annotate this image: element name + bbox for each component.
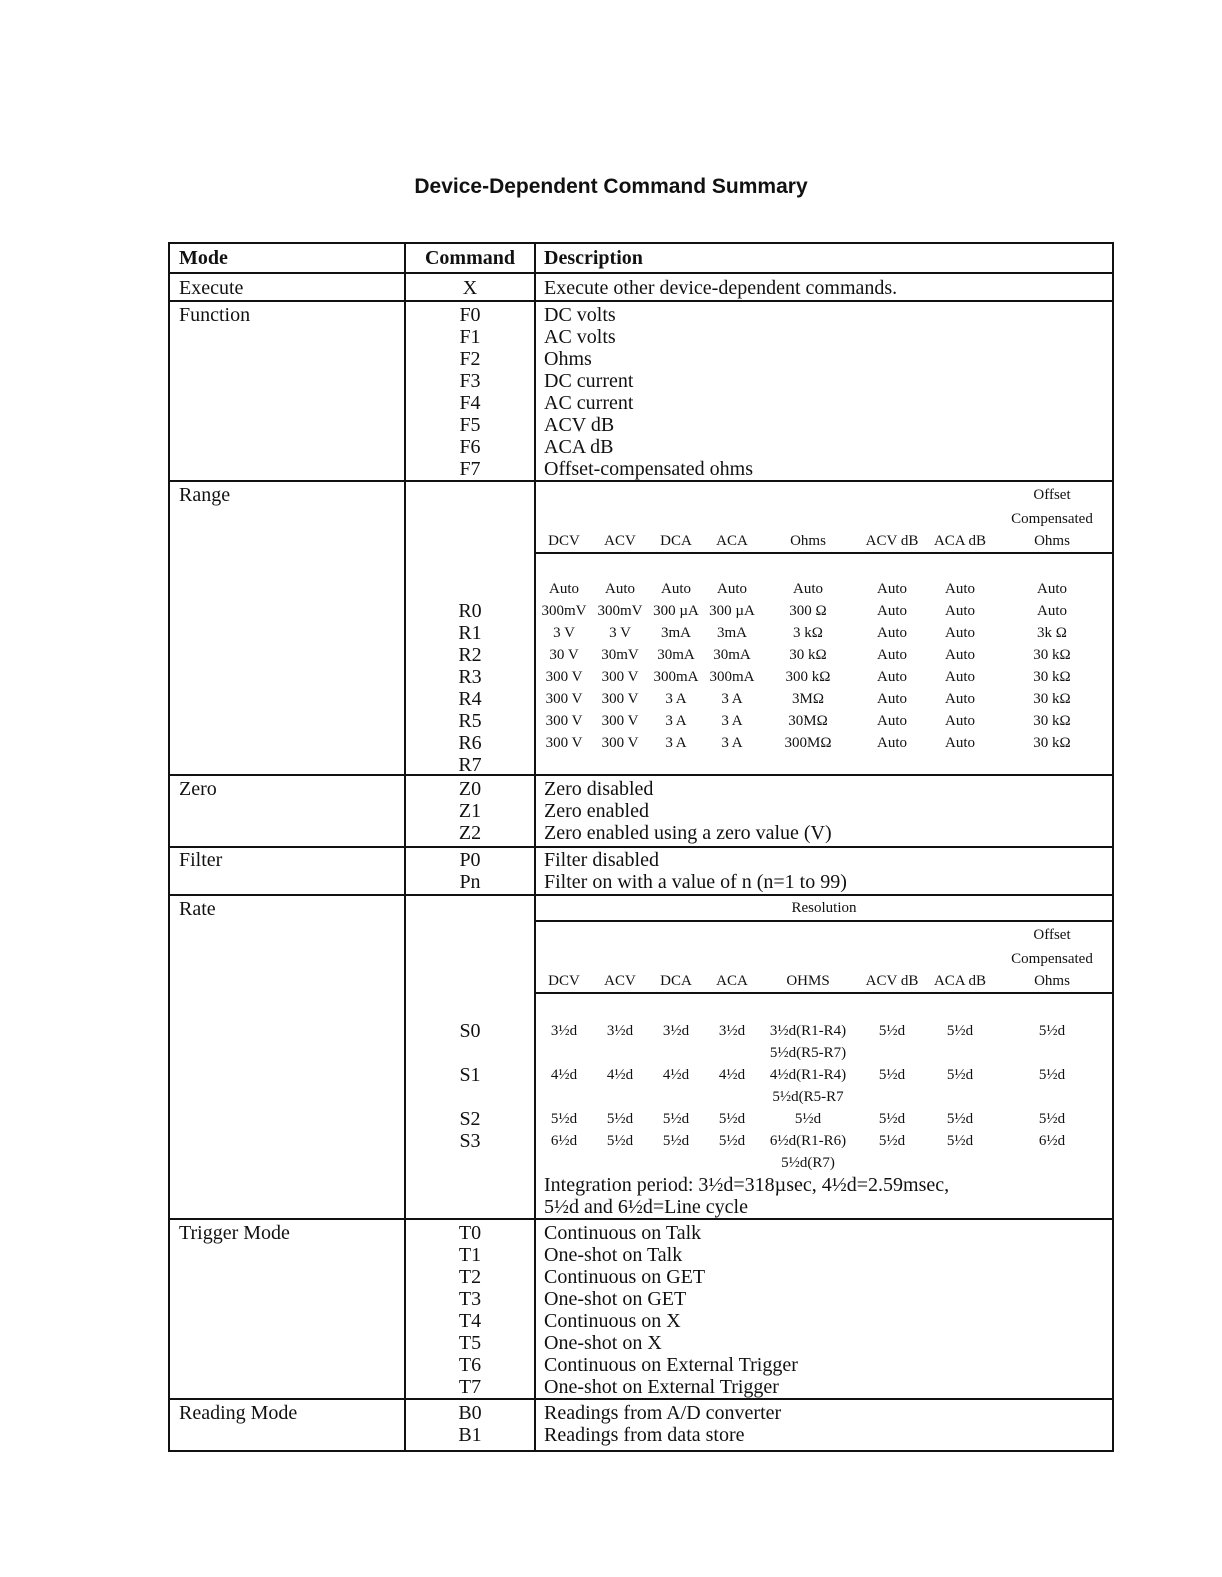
rate-subtable (536, 922, 1112, 1174)
range-row (170, 480, 1112, 774)
rate-offset-line: Offset (1033, 927, 1071, 943)
rate-cell: 3½d (662, 1023, 690, 1039)
rate-data-row (536, 1064, 1112, 1086)
trigger-cmd: T7 (458, 1376, 482, 1398)
rate-cell: 4½d (606, 1067, 634, 1083)
range-cell: Auto (661, 581, 691, 597)
rate-data-row (536, 1020, 1112, 1042)
range-cell: 300 µA (653, 603, 699, 619)
rate-cell: 4½d (718, 1067, 746, 1083)
range-cmd: R1 (458, 622, 482, 644)
range-cell: 30MΩ (788, 713, 828, 729)
range-cell: 300 V (545, 669, 583, 685)
reading-row (170, 1398, 1112, 1450)
range-cell: Auto (549, 581, 579, 597)
table-header-row (170, 244, 1112, 272)
range-cell: 3 V (553, 625, 575, 641)
function-commands (406, 302, 536, 480)
range-cell: 3 A (665, 691, 687, 707)
header-description: Description (544, 247, 643, 269)
range-cell: 300 kΩ (785, 669, 831, 685)
header-mode: Mode (170, 244, 406, 272)
trigger-cmd: T6 (458, 1354, 482, 1376)
range-cell: 30mA (657, 647, 695, 663)
range-cell: 3 A (721, 691, 743, 707)
rate-cell: 5½d (794, 1111, 822, 1127)
zero-mode (170, 776, 406, 846)
zero-desc: Zero disabled (544, 778, 654, 800)
zero-cmd: Z0 (458, 778, 482, 800)
range-cell: 30mA (713, 647, 751, 663)
rate-cell: 5½d (946, 1133, 974, 1149)
range-offset-line: Compensated (1011, 511, 1093, 527)
function-cmd: F0 (459, 304, 481, 326)
trigger-commands (406, 1220, 536, 1398)
rate-cell: 5½d (1038, 1023, 1066, 1039)
zero-cmd: Z2 (458, 822, 482, 844)
rate-cell: 5½d (550, 1111, 578, 1127)
range-cmd: R6 (458, 732, 482, 754)
trigger-cmd: T5 (458, 1332, 482, 1354)
trigger-cmd: T4 (458, 1310, 482, 1332)
execute-mode: Execute (170, 274, 406, 300)
range-cell: 3 A (665, 735, 687, 751)
header-command: Command (406, 244, 536, 272)
execute-command: X (406, 274, 536, 300)
trigger-descriptions (536, 1220, 1112, 1398)
integration-line: 5½d and 6½d=Line cycle (544, 1196, 748, 1218)
range-cell: Auto (877, 625, 907, 641)
rate-row (170, 894, 1112, 1218)
range-cmd: R3 (458, 666, 482, 688)
range-cmd: R7 (458, 754, 482, 776)
rate-cell: 5½d (662, 1133, 690, 1149)
filter-cmd: Pn (459, 871, 481, 893)
rate-col-header: DCV (548, 973, 580, 989)
zero-commands (406, 776, 536, 846)
function-mode (170, 302, 406, 480)
zero-mode-label: Zero (179, 778, 217, 800)
page-title: Device-Dependent Command Summary (414, 175, 808, 198)
range-subtable (536, 482, 1112, 754)
integration-line: Integration period: 3½d=318µsec, 4½d=2.59msec, (544, 1174, 950, 1196)
filter-commands (406, 848, 536, 894)
trigger-desc: One-shot on Talk (544, 1244, 683, 1266)
rate-cell: 5½d (946, 1067, 974, 1083)
range-data-row (536, 710, 1112, 732)
zero-desc: Zero enabled using a zero value (V) (544, 822, 832, 844)
trigger-desc: One-shot on External Trigger (544, 1376, 779, 1398)
reading-mode-label: Reading Mode (179, 1402, 298, 1424)
function-desc: Offset-compensated ohms (544, 458, 754, 480)
rate-cell: 5½d (718, 1111, 746, 1127)
trigger-row (170, 1218, 1112, 1398)
reading-cmd: B1 (458, 1424, 482, 1446)
rate-mode (170, 896, 406, 1218)
rate-cmd: S2 (459, 1108, 481, 1130)
function-cmd: F6 (459, 436, 481, 458)
range-col-header: Ohms (790, 533, 826, 549)
rate-cell: 4½d (662, 1067, 690, 1083)
range-cell: Auto (605, 581, 635, 597)
range-cell: 3 A (721, 713, 743, 729)
range-cell: 300 V (601, 713, 639, 729)
trigger-desc: One-shot on GET (544, 1288, 687, 1310)
rate-col-header: OHMS (786, 973, 830, 989)
range-cell: 3 A (721, 735, 743, 751)
filter-row (170, 846, 1112, 894)
range-cell: Auto (877, 735, 907, 751)
trigger-cmd: T3 (458, 1288, 482, 1310)
command-summary-table (168, 242, 1114, 1452)
range-cell: 3mA (661, 625, 691, 641)
trigger-mode (170, 1220, 406, 1398)
rate-cell: 5½d (606, 1133, 634, 1149)
range-cell: 3 kΩ (793, 625, 823, 641)
range-cell: 3 V (609, 625, 631, 641)
function-mode-label: Function (179, 304, 251, 326)
range-cell: Auto (945, 647, 975, 663)
function-desc: AC volts (544, 326, 616, 348)
range-cell: 30 V (549, 647, 579, 663)
rate-col-header: DCA (660, 973, 692, 989)
range-cell: 300mV (597, 603, 643, 619)
trigger-cmd: T2 (458, 1266, 482, 1288)
reading-desc: Readings from data store (544, 1424, 745, 1446)
filter-descriptions (536, 848, 1112, 894)
range-cell: Auto (877, 691, 907, 707)
range-cell: 300 V (601, 669, 639, 685)
range-col-header: DCA (660, 533, 692, 549)
range-cell: Auto (945, 669, 975, 685)
function-cmd: F4 (459, 392, 481, 414)
zero-desc: Zero enabled (544, 800, 649, 822)
function-desc: AC current (544, 392, 634, 414)
range-col-header: ACA (716, 533, 748, 549)
reading-commands (406, 1400, 536, 1450)
zero-row (170, 774, 1112, 846)
trigger-cmd: T1 (458, 1244, 482, 1266)
range-data-row (536, 666, 1112, 688)
rate-cell: 5½d (606, 1111, 634, 1127)
rate-cell: 5½d (662, 1111, 690, 1127)
range-cmd: R0 (458, 600, 482, 622)
range-data-row (536, 644, 1112, 666)
function-desc: ACA dB (544, 436, 614, 458)
filter-desc: Filter disabled (544, 849, 659, 871)
range-cell: 300 V (601, 691, 639, 707)
range-cell: Auto (1037, 581, 1067, 597)
range-cell: 30 kΩ (1033, 647, 1071, 663)
rate-cell-extra: 5½d(R7) (781, 1155, 835, 1171)
range-col-header: ACV (604, 533, 636, 549)
rate-cell: 5½d (878, 1023, 906, 1039)
range-cell: Auto (877, 713, 907, 729)
rate-resolution-label: Resolution (536, 896, 1112, 922)
function-cmd: F1 (459, 326, 481, 348)
trigger-cmd: T0 (458, 1222, 482, 1244)
function-cmd: F7 (459, 458, 481, 480)
zero-descriptions (536, 776, 1112, 846)
execute-description: Execute other device-dependent commands. (544, 277, 898, 299)
rate-cell: 4½d (550, 1067, 578, 1083)
function-cmd: F3 (459, 370, 481, 392)
rate-col-header: ACA (716, 973, 748, 989)
rate-cell: 5½d (878, 1111, 906, 1127)
rate-cell: 5½d (946, 1111, 974, 1127)
zero-cmd: Z1 (458, 800, 482, 822)
range-cell: Auto (945, 625, 975, 641)
integration-note (536, 1174, 1112, 1218)
rate-cell: 3½d (718, 1023, 746, 1039)
filter-mode-label: Filter (179, 849, 223, 871)
reading-cmd: B0 (458, 1402, 482, 1424)
rate-mode-label: Rate (179, 898, 216, 920)
function-descriptions (536, 302, 1112, 480)
rate-cell: 5½d (1038, 1111, 1066, 1127)
rate-cmd: S1 (459, 1064, 481, 1086)
range-cmd: R4 (458, 688, 482, 710)
range-cell: 3 A (665, 713, 687, 729)
range-col-header: ACA dB (933, 533, 987, 549)
rate-cell: 6½d (1038, 1133, 1066, 1149)
range-mode-label: Range (179, 484, 231, 506)
range-cell: 300 µA (709, 603, 755, 619)
rate-col-header: ACV dB (865, 973, 919, 989)
range-data-row (536, 578, 1112, 600)
trigger-desc: One-shot on X (544, 1332, 662, 1354)
range-cell: Auto (945, 691, 975, 707)
rate-col-header: ACV (604, 973, 636, 989)
function-desc: Ohms (544, 348, 592, 370)
range-cell: 300MΩ (784, 735, 832, 751)
range-cell: 300 V (545, 691, 583, 707)
function-row (170, 300, 1112, 480)
range-col-header: DCV (548, 533, 580, 549)
function-desc: DC current (544, 370, 634, 392)
range-table-cell (536, 482, 1112, 774)
range-cell: 300 V (601, 735, 639, 751)
range-cell: Auto (945, 735, 975, 751)
range-cell: Auto (877, 581, 907, 597)
range-cell: Auto (717, 581, 747, 597)
range-cell: 300mA (709, 669, 755, 685)
rate-offset-line: Compensated (1011, 951, 1093, 967)
range-cmd: R2 (458, 644, 482, 666)
range-data-row (536, 622, 1112, 644)
rate-commands (406, 896, 536, 1218)
range-cell: Auto (945, 581, 975, 597)
trigger-desc: Continuous on Talk (544, 1222, 702, 1244)
rate-cell: 3½d (606, 1023, 634, 1039)
trigger-desc: Continuous on X (544, 1310, 681, 1332)
function-cmd: F2 (459, 348, 481, 370)
filter-cmd: P0 (459, 849, 481, 871)
rate-cell: 5½d (718, 1133, 746, 1149)
rate-cell: 4½d(R1-R4) (769, 1067, 847, 1083)
range-cell: Auto (877, 647, 907, 663)
range-data-row (536, 600, 1112, 622)
rate-cell: 6½d (550, 1133, 578, 1149)
range-commands (406, 482, 536, 774)
rate-cmd: S3 (459, 1130, 481, 1152)
filter-mode (170, 848, 406, 894)
function-cmd: F5 (459, 414, 481, 436)
filter-desc: Filter on with a value of n (n=1 to 99) (544, 871, 847, 893)
rate-cell: 3½d (550, 1023, 578, 1039)
range-cell: 300 V (545, 735, 583, 751)
range-cell: 30 kΩ (1033, 713, 1071, 729)
range-cell: 30mV (601, 647, 639, 663)
rate-cell: 5½d (1038, 1067, 1066, 1083)
range-cell: 3k Ω (1037, 625, 1067, 641)
range-cell: 300 Ω (789, 603, 827, 619)
function-desc: ACV dB (544, 414, 615, 436)
rate-cell-extra: 5½d(R5-R7 (772, 1089, 844, 1105)
rate-cell: 5½d (878, 1133, 906, 1149)
rate-table-cell (536, 896, 1112, 1218)
range-cell: 300 V (545, 713, 583, 729)
range-col-header: Ohms (1034, 533, 1070, 549)
range-cell: 30 kΩ (1033, 691, 1071, 707)
trigger-desc: Continuous on External Trigger (544, 1354, 798, 1376)
rate-cell: 5½d (946, 1023, 974, 1039)
rate-col-header: ACA dB (933, 973, 987, 989)
range-cell: Auto (877, 669, 907, 685)
range-cell: 300mV (541, 603, 587, 619)
rate-col-header: Ohms (1034, 973, 1070, 989)
execute-row (170, 272, 1112, 300)
trigger-mode-label: Trigger Mode (179, 1222, 290, 1244)
rate-cell-extra: 5½d(R5-R7) (769, 1045, 847, 1061)
range-cell: Auto (945, 713, 975, 729)
reading-mode (170, 1400, 406, 1450)
range-cell: Auto (793, 581, 823, 597)
function-desc: DC volts (544, 304, 616, 326)
range-data-row (536, 688, 1112, 710)
rate-cmd: S0 (459, 1020, 481, 1042)
range-cell: Auto (1037, 603, 1067, 619)
rate-data-row (536, 1130, 1112, 1152)
range-cell: 3mA (717, 625, 747, 641)
range-cell: Auto (877, 603, 907, 619)
rate-cell: 3½d(R1-R4) (769, 1023, 847, 1039)
rate-data-row (536, 1108, 1112, 1130)
range-cell: 30 kΩ (1033, 669, 1071, 685)
reading-desc: Readings from A/D converter (544, 1402, 782, 1424)
range-offset-line: Offset (1033, 487, 1071, 503)
range-data-row (536, 732, 1112, 754)
range-cell: 3MΩ (792, 691, 824, 707)
range-cell: 300mA (653, 669, 699, 685)
range-col-header: ACV dB (865, 533, 919, 549)
trigger-desc: Continuous on GET (544, 1266, 706, 1288)
reading-descriptions (536, 1400, 1112, 1450)
range-cell: Auto (945, 603, 975, 619)
range-cmd: R5 (458, 710, 482, 732)
rate-cell: 5½d (878, 1067, 906, 1083)
range-cell: 30 kΩ (1033, 735, 1071, 751)
rate-cell: 6½d(R1-R6) (769, 1133, 847, 1149)
range-cell: 30 kΩ (789, 647, 827, 663)
range-mode (170, 482, 406, 774)
